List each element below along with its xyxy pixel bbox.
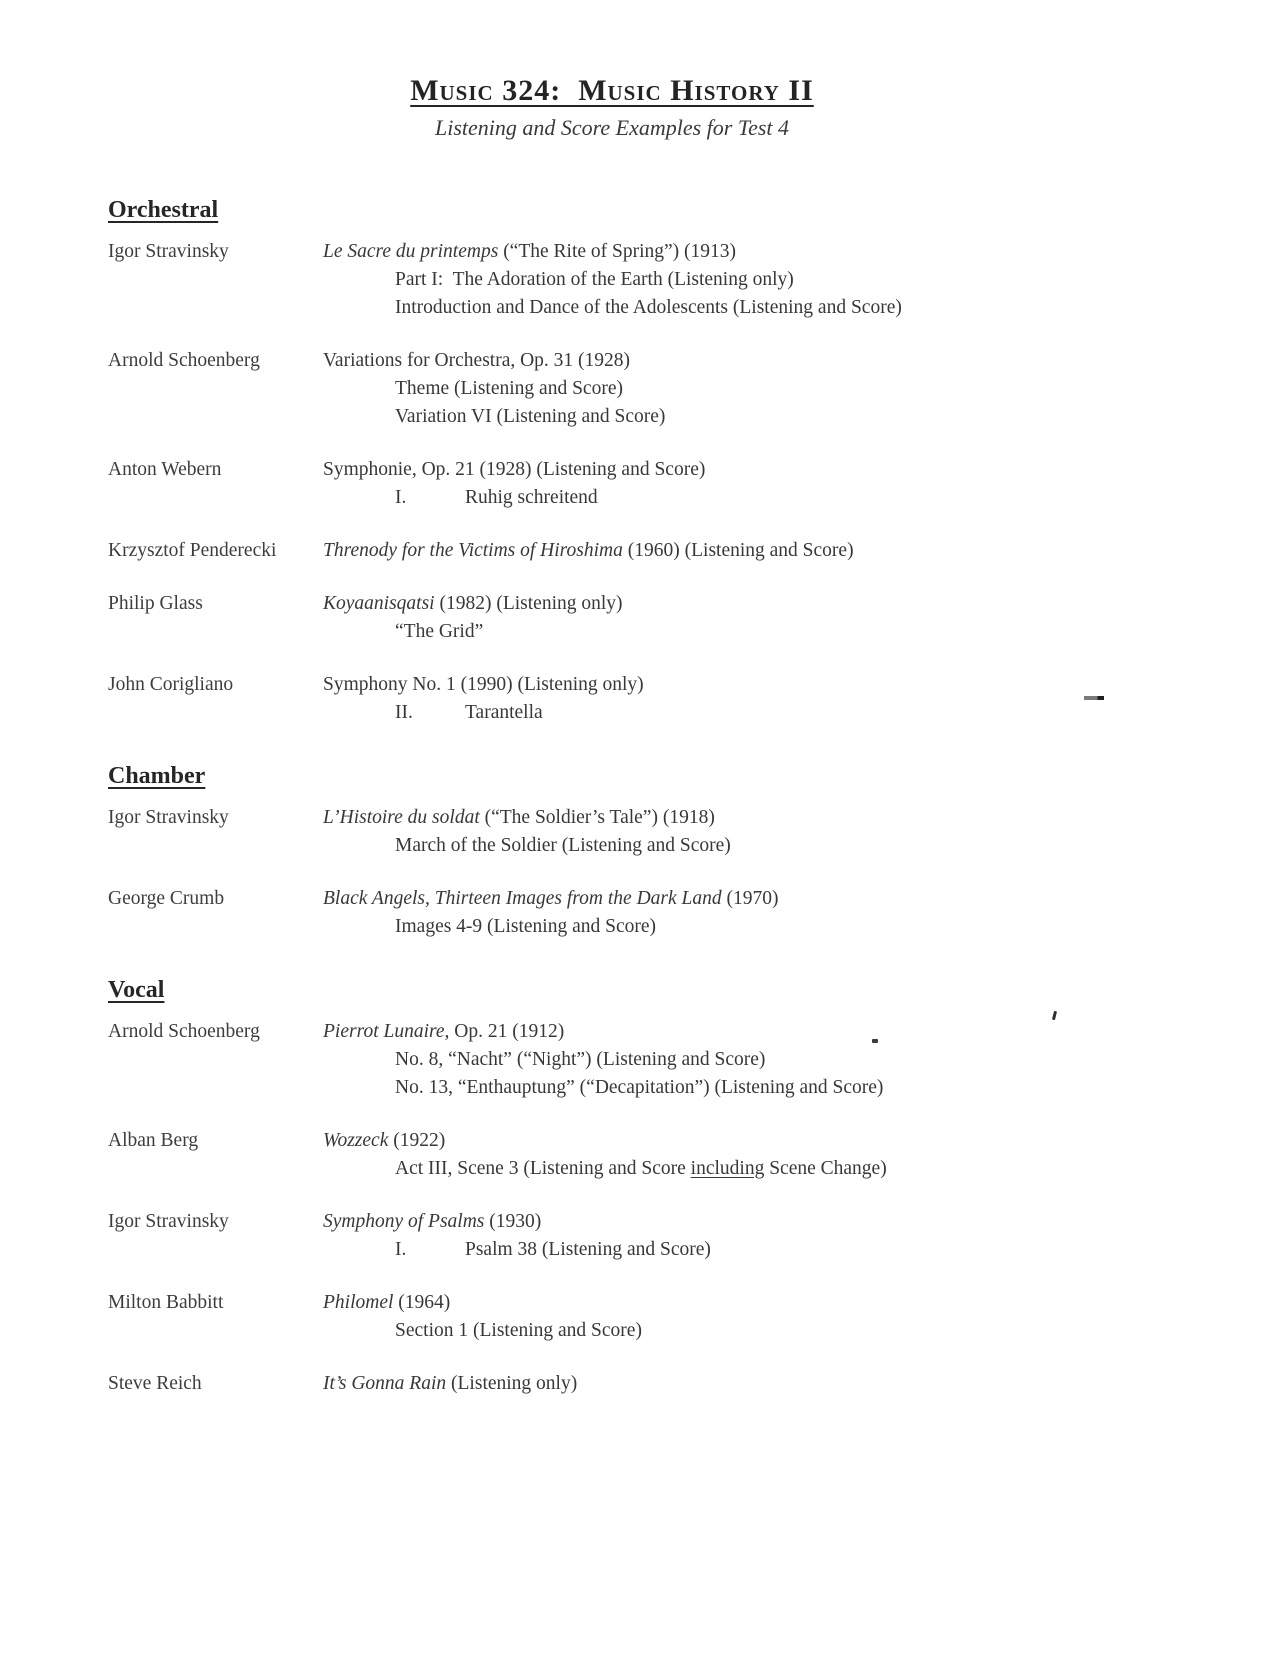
entry-row: [108, 1018, 1168, 1102]
composer-name: Anton Webern: [108, 459, 222, 480]
text-segment: Pierrot Lunaire: [323, 1021, 445, 1042]
composer-name: Steve Reich: [108, 1373, 202, 1394]
text-segment: Philomel: [323, 1292, 394, 1313]
entry-row: [108, 456, 1168, 512]
entry-row: [108, 1289, 1168, 1345]
text-segment: Symphony of Psalms: [323, 1211, 485, 1232]
entry-row: [108, 804, 1168, 860]
work-line: [323, 618, 1168, 646]
composer-name: Krzysztof Penderecki: [108, 540, 277, 561]
text-segment: It’s Gonna Rain: [323, 1373, 447, 1394]
entry-row: [108, 671, 1168, 727]
text-segment: Part I: The Adoration of the Earth (Listening only): [395, 269, 794, 290]
page-title: Music 324: Music History II: [410, 74, 814, 107]
text-segment: (1930): [484, 1211, 542, 1232]
composer-name: Igor Stravinsky: [108, 807, 229, 828]
text-segment: including: [690, 1158, 765, 1179]
text-segment: L’Histoire du soldat: [323, 807, 480, 828]
work-line: [323, 590, 1168, 618]
text-segment: (1970): [721, 888, 779, 909]
text-segment: (1982) (Listening only): [434, 593, 623, 614]
work-line: [323, 1317, 1168, 1345]
composer-name: John Corigliano: [108, 674, 234, 695]
text-segment: Threnody for the Victims of Hiroshima: [323, 540, 623, 561]
text-segment: , Op. 21 (1912): [444, 1021, 565, 1042]
movement-numeral: I.: [395, 487, 407, 508]
work-line: [323, 913, 1168, 941]
work-line: [323, 1370, 1168, 1398]
work-line: [323, 238, 1168, 266]
entry-row: [108, 1208, 1168, 1264]
document-header: [0, 0, 1224, 141]
composer-name: Arnold Schoenberg: [108, 1021, 260, 1042]
work-line: [323, 537, 1168, 565]
text-segment: Scene Change): [764, 1158, 887, 1179]
section-heading-orchestral: Orchestral: [108, 197, 219, 223]
work-line: [323, 1074, 1168, 1102]
scan-artifact-dot: [872, 1039, 878, 1043]
work-line: [323, 1289, 1168, 1317]
text-segment: Wozzeck: [323, 1130, 389, 1151]
composer-name: George Crumb: [108, 888, 225, 909]
text-segment: Le Sacre du printemps: [323, 241, 499, 262]
composer-name: Alban Berg: [108, 1130, 199, 1151]
composer-name: Arnold Schoenberg: [108, 350, 260, 371]
work-line: [323, 671, 1168, 699]
text-segment: (“The Soldier’s Tale”) (1918): [479, 807, 715, 828]
movement-numeral: II.: [395, 702, 413, 723]
work-line: [323, 832, 1168, 860]
text-segment: Psalm 38 (Listening and Score): [465, 1239, 711, 1260]
work-line: [323, 456, 1168, 484]
entry-row: [108, 885, 1168, 941]
work-line: [323, 1046, 1168, 1074]
sections: [0, 194, 1168, 1423]
section-orchestral: [108, 194, 1168, 752]
entry-row: [108, 347, 1168, 431]
work-line: [323, 266, 1168, 294]
text-segment: Symphony No. 1 (1990) (Listening only): [323, 674, 644, 695]
text-segment: No. 8, “Nacht” (“Night”) (Listening and Score): [395, 1049, 766, 1070]
page-subtitle: Listening and Score Examples for Test 4: [434, 115, 790, 140]
section-heading-vocal: Vocal: [108, 977, 165, 1003]
entry-row: [108, 238, 1168, 322]
text-segment: Section 1 (Listening and Score): [395, 1320, 642, 1341]
work-lines: [323, 1127, 1168, 1183]
work-lines: [323, 238, 1168, 322]
text-segment: Theme (Listening and Score): [395, 378, 623, 399]
entry-row: [108, 1370, 1168, 1398]
text-segment: (“The Rite of Spring”) (1913): [498, 241, 737, 262]
text-segment: (1922): [388, 1130, 446, 1151]
work-line: [323, 294, 1168, 322]
work-line: [323, 1236, 1168, 1264]
work-line: [323, 1208, 1168, 1236]
work-lines: [323, 590, 1168, 646]
work-lines: [323, 671, 1168, 727]
work-line: [323, 699, 1168, 727]
text-segment: No. 13, “Enthauptung” (“Decapitation”) (Listening and Score): [395, 1077, 884, 1098]
section-vocal: [108, 974, 1168, 1423]
text-segment: Tarantella: [465, 702, 543, 723]
work-lines: [323, 885, 1168, 941]
text-segment: “The Grid”: [395, 621, 484, 642]
work-lines: [323, 804, 1168, 860]
text-segment: March of the Soldier (Listening and Score): [395, 835, 731, 856]
work-lines: [323, 347, 1168, 431]
work-line: [323, 484, 1168, 512]
work-lines: [323, 1370, 1168, 1398]
text-segment: Introduction and Dance of the Adolescents (Listening and Score): [395, 297, 902, 318]
movement-numeral: I.: [395, 1239, 407, 1260]
entry-row: [108, 1127, 1168, 1183]
work-lines: [323, 456, 1168, 512]
entry-row: [108, 590, 1168, 646]
section-heading-chamber: Chamber: [108, 763, 206, 789]
section-chamber: [108, 760, 1168, 966]
work-lines: [323, 1018, 1168, 1102]
text-segment: Black Angels, Thirteen Images from the Dark Land: [323, 888, 722, 909]
text-segment: Act III, Scene 3 (Listening and Score: [395, 1158, 691, 1179]
work-line: [323, 1018, 1168, 1046]
text-segment: (1964): [393, 1292, 451, 1313]
work-line: [323, 1127, 1168, 1155]
work-lines: [323, 1208, 1168, 1264]
work-lines: [323, 1289, 1168, 1345]
text-segment: Variation VI (Listening and Score): [395, 406, 666, 427]
text-segment: Variations for Orchestra, Op. 31 (1928): [323, 350, 631, 371]
work-line: [323, 347, 1168, 375]
text-segment: Symphonie, Op. 21 (1928) (Listening and Score): [323, 459, 706, 480]
work-line: [323, 403, 1168, 431]
scan-artifact-dash: [1084, 696, 1104, 700]
text-segment: Ruhig schreitend: [465, 487, 598, 508]
text-segment: Images 4-9 (Listening and Score): [395, 916, 657, 937]
text-segment: Koyaanisqatsi: [323, 593, 435, 614]
text-segment: (Listening only): [446, 1373, 578, 1394]
work-line: [323, 804, 1168, 832]
composer-name: Philip Glass: [108, 593, 203, 614]
entry-row: [108, 537, 1168, 565]
work-lines: [323, 537, 1168, 565]
work-line: [323, 1155, 1168, 1183]
text-segment: (1960) (Listening and Score): [622, 540, 854, 561]
composer-name: Igor Stravinsky: [108, 241, 229, 262]
work-line: [323, 375, 1168, 403]
work-line: [323, 885, 1168, 913]
composer-name: Igor Stravinsky: [108, 1211, 229, 1232]
composer-name: Milton Babbitt: [108, 1292, 224, 1313]
